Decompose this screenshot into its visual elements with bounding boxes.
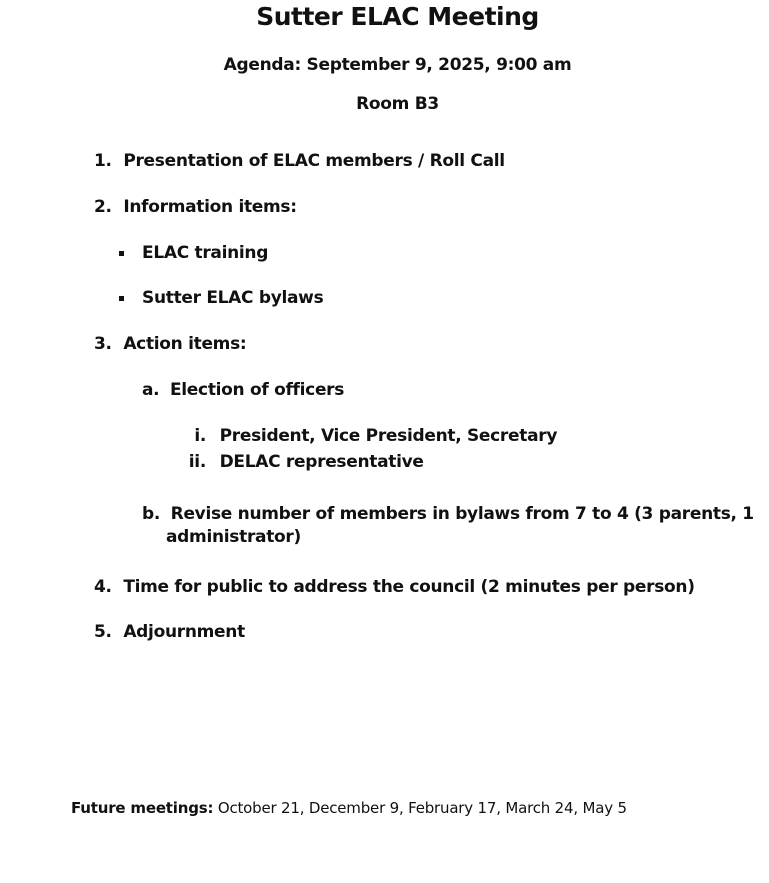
roman-numeral: ii. [188, 452, 206, 472]
roman-item-text: President, Vice President, Secretary [219, 426, 558, 446]
agenda-date-line: Agenda: September 9, 2025, 9:00 am [223, 55, 572, 75]
roman-item-i [190, 426, 557, 446]
sub-item-a [142, 380, 344, 400]
document-title: Sutter ELAC Meeting [256, 2, 539, 31]
roman-item-ii [186, 452, 424, 472]
item-text: Information items: [123, 197, 297, 217]
item-number: 1. [94, 151, 112, 171]
agenda-item-4 [94, 577, 695, 597]
roman-numeral: i. [194, 426, 206, 446]
bullet-icon [119, 251, 124, 256]
roman-item-text: DELAC representative [219, 452, 424, 472]
sub-item-b [142, 504, 754, 524]
item-number: 5. [94, 622, 112, 642]
bullet-icon [119, 296, 124, 301]
item-number: 3. [94, 334, 112, 354]
bullet-item-bylaws: Sutter ELAC bylaws [142, 288, 324, 308]
item-text: Action items: [123, 334, 247, 354]
agenda-item-2 [94, 197, 297, 217]
future-meetings-dates: October 21, December 9, February 17, March 24, May 5 [213, 799, 627, 817]
sub-item-text: Election of officers [169, 380, 345, 400]
agenda-item-1 [94, 151, 505, 171]
item-text: Time for public to address the council (2 minutes per person) [123, 577, 695, 597]
future-meetings-label: Future meetings: [71, 799, 214, 817]
item-text: Presentation of ELAC members / Roll Call [123, 151, 505, 171]
room-line: Room B3 [356, 94, 439, 114]
sub-item-letter: b. [142, 504, 161, 524]
sub-item-text-line1: Revise number of members in bylaws from 7 to 4 (3 parents, 1 [170, 504, 754, 524]
agenda-item-3 [94, 334, 246, 354]
item-number: 4. [94, 577, 112, 597]
agenda-item-5 [94, 622, 245, 642]
sub-item-letter: a. [142, 380, 160, 400]
sub-item-b-line2: administrator) [166, 527, 301, 547]
bullet-item-elac-training: ELAC training [142, 243, 269, 263]
item-text: Adjournment [123, 622, 245, 642]
future-meetings-footer [71, 799, 627, 817]
item-number: 2. [94, 197, 112, 217]
